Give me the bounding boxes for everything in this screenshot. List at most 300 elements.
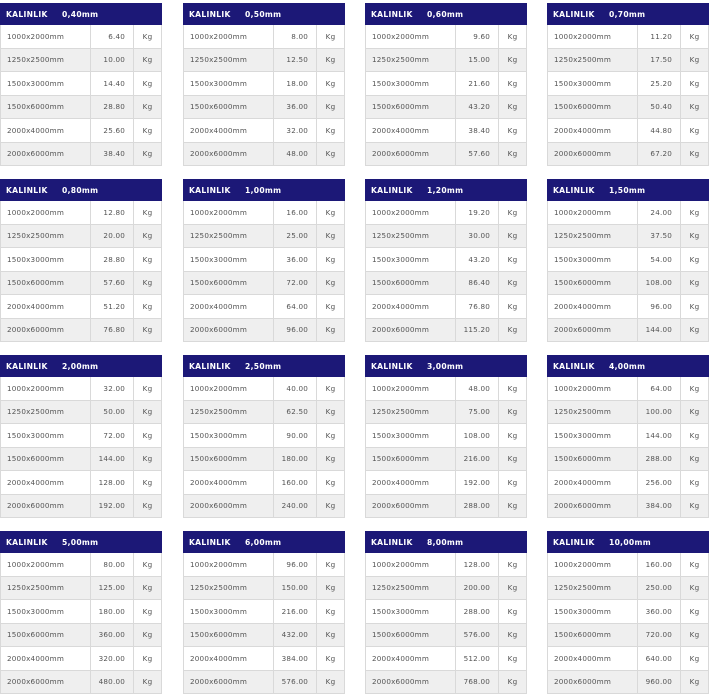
- unit-cell: Kg: [507, 477, 518, 487]
- weight-cell: 720.00: [638, 624, 681, 647]
- header-label: KALINLIK: [553, 185, 595, 195]
- unit-cell: Kg: [325, 501, 336, 511]
- unit-cell: Kg: [325, 430, 336, 440]
- unit-cell: Kg: [689, 301, 700, 311]
- size-cell: 1000x2000mm: [366, 201, 456, 224]
- weight-cell: 100.00: [638, 401, 681, 424]
- table-row: [0, 553, 162, 577]
- size-cell: 1250x2500mm: [184, 225, 274, 248]
- weight-cell: 16.00: [274, 201, 317, 224]
- weight-cell: 384.00: [638, 495, 681, 518]
- table-rows: [183, 201, 345, 342]
- thickness-value: 2,50mm: [245, 361, 282, 371]
- header-label: KALINLIK: [371, 9, 413, 19]
- table-row: [183, 424, 345, 448]
- size-cell: 1500x3000mm: [366, 424, 456, 447]
- table-row: [547, 96, 709, 120]
- weight-table: [0, 355, 162, 518]
- table-row: [183, 49, 345, 73]
- unit-cell: Kg: [507, 383, 518, 393]
- unit-cell: Kg: [325, 677, 336, 687]
- weight-cell: 76.80: [456, 295, 499, 318]
- size-cell: 1500x6000mm: [1, 96, 91, 119]
- table-row: [183, 295, 345, 319]
- size-cell: 1500x6000mm: [548, 272, 638, 295]
- weight-cell: 512.00: [456, 647, 499, 670]
- table-row: [547, 600, 709, 624]
- weight-table: [0, 179, 162, 342]
- unit-cell: Kg: [325, 231, 336, 241]
- thickness-value: 0,60mm: [427, 9, 464, 19]
- header-label: KALINLIK: [6, 361, 48, 371]
- table-row: [0, 377, 162, 401]
- weight-cell: 76.80: [91, 319, 134, 342]
- thickness-value: 4,00mm: [609, 361, 646, 371]
- weight-cell: 160.00: [274, 471, 317, 494]
- unit-cell: Kg: [507, 630, 518, 640]
- size-cell: 1000x2000mm: [184, 25, 274, 48]
- table-row: [547, 671, 709, 695]
- size-cell: 2000x6000mm: [184, 319, 274, 342]
- table-rows: [547, 553, 709, 694]
- size-cell: 1500x3000mm: [548, 600, 638, 623]
- table-row: [0, 119, 162, 143]
- weight-cell: 25.60: [91, 119, 134, 142]
- table-rows: [547, 201, 709, 342]
- size-cell: 2000x4000mm: [548, 471, 638, 494]
- size-cell: 2000x4000mm: [366, 119, 456, 142]
- table-header: [183, 531, 345, 553]
- weight-cell: 80.00: [91, 553, 134, 576]
- weight-cell: 360.00: [91, 624, 134, 647]
- thickness-value: 10,00mm: [609, 537, 651, 547]
- weight-cell: 115.20: [456, 319, 499, 342]
- weight-cell: 57.60: [456, 143, 499, 166]
- unit-cell: Kg: [507, 231, 518, 241]
- table-header: [0, 355, 162, 377]
- table-row: [365, 424, 527, 448]
- weight-cell: 12.50: [274, 49, 317, 72]
- size-cell: 2000x4000mm: [1, 471, 91, 494]
- header-label: KALINLIK: [371, 537, 413, 547]
- weight-cell: 21.60: [456, 72, 499, 95]
- table-row: [0, 225, 162, 249]
- weight-cell: 19.20: [456, 201, 499, 224]
- table-row: [0, 647, 162, 671]
- size-cell: 2000x4000mm: [1, 647, 91, 670]
- unit-cell: Kg: [507, 78, 518, 88]
- size-cell: 1250x2500mm: [366, 225, 456, 248]
- unit-cell: Kg: [507, 430, 518, 440]
- size-cell: 1500x6000mm: [184, 272, 274, 295]
- table-row: [0, 448, 162, 472]
- size-cell: 2000x6000mm: [366, 143, 456, 166]
- table-row: [365, 72, 527, 96]
- unit-cell: Kg: [689, 454, 700, 464]
- table-row: [365, 143, 527, 167]
- unit-cell: Kg: [689, 78, 700, 88]
- unit-cell: Kg: [325, 407, 336, 417]
- weight-cell: 32.00: [91, 377, 134, 400]
- size-cell: 1500x3000mm: [184, 424, 274, 447]
- size-cell: 1500x3000mm: [184, 248, 274, 271]
- unit-cell: Kg: [689, 430, 700, 440]
- header-label: KALINLIK: [553, 537, 595, 547]
- table-row: [0, 248, 162, 272]
- size-cell: 1500x6000mm: [1, 272, 91, 295]
- size-cell: 1000x2000mm: [366, 553, 456, 576]
- weight-cell: 30.00: [456, 225, 499, 248]
- size-cell: 1000x2000mm: [1, 377, 91, 400]
- weight-table: [183, 355, 345, 518]
- unit-cell: Kg: [142, 677, 153, 687]
- table-row: [183, 225, 345, 249]
- weight-cell: 36.00: [274, 96, 317, 119]
- unit-cell: Kg: [325, 383, 336, 393]
- weight-cell: 43.20: [456, 96, 499, 119]
- unit-cell: Kg: [689, 583, 700, 593]
- weight-cell: 18.00: [274, 72, 317, 95]
- weight-cell: 576.00: [274, 671, 317, 694]
- weight-cell: 25.00: [274, 225, 317, 248]
- weight-cell: 160.00: [638, 553, 681, 576]
- weight-cell: 144.00: [638, 424, 681, 447]
- header-label: KALINLIK: [189, 537, 231, 547]
- size-cell: 1500x6000mm: [548, 624, 638, 647]
- size-cell: 1250x2500mm: [548, 225, 638, 248]
- table-row: [0, 600, 162, 624]
- size-cell: 1250x2500mm: [548, 49, 638, 72]
- table-row: [365, 647, 527, 671]
- unit-cell: Kg: [142, 501, 153, 511]
- weight-cell: 288.00: [638, 448, 681, 471]
- unit-cell: Kg: [142, 630, 153, 640]
- size-cell: 2000x6000mm: [366, 671, 456, 694]
- unit-cell: Kg: [325, 606, 336, 616]
- size-cell: 2000x6000mm: [1, 495, 91, 518]
- weight-cell: 480.00: [91, 671, 134, 694]
- unit-cell: Kg: [325, 559, 336, 569]
- thickness-value: 1,20mm: [427, 185, 464, 195]
- weight-cell: 288.00: [456, 495, 499, 518]
- table-row: [547, 201, 709, 225]
- weight-cell: 28.80: [91, 248, 134, 271]
- size-cell: 1250x2500mm: [184, 577, 274, 600]
- size-cell: 1500x6000mm: [184, 96, 274, 119]
- unit-cell: Kg: [142, 78, 153, 88]
- weight-cell: 180.00: [91, 600, 134, 623]
- weight-cell: 48.00: [456, 377, 499, 400]
- weight-table: [365, 3, 527, 166]
- unit-cell: Kg: [507, 653, 518, 663]
- size-cell: 1250x2500mm: [184, 401, 274, 424]
- size-cell: 1000x2000mm: [548, 25, 638, 48]
- weight-table: [0, 531, 162, 694]
- table-header: [183, 355, 345, 377]
- table-row: [547, 401, 709, 425]
- table-row: [365, 25, 527, 49]
- size-cell: 2000x6000mm: [548, 671, 638, 694]
- table-row: [365, 448, 527, 472]
- unit-cell: Kg: [689, 477, 700, 487]
- weight-cell: 50.00: [91, 401, 134, 424]
- size-cell: 2000x4000mm: [184, 119, 274, 142]
- table-row: [0, 25, 162, 49]
- weight-cell: 90.00: [274, 424, 317, 447]
- size-cell: 1500x6000mm: [548, 96, 638, 119]
- size-cell: 1500x6000mm: [366, 624, 456, 647]
- table-row: [547, 448, 709, 472]
- weight-cell: 180.00: [274, 448, 317, 471]
- size-cell: 1000x2000mm: [184, 201, 274, 224]
- header-label: KALINLIK: [371, 361, 413, 371]
- weight-cell: 240.00: [274, 495, 317, 518]
- table-rows: [547, 377, 709, 518]
- unit-cell: Kg: [325, 125, 336, 135]
- table-row: [183, 671, 345, 695]
- size-cell: 2000x4000mm: [366, 471, 456, 494]
- table-row: [365, 577, 527, 601]
- weight-cell: 250.00: [638, 577, 681, 600]
- unit-cell: Kg: [142, 254, 153, 264]
- size-cell: 1500x3000mm: [184, 72, 274, 95]
- table-row: [0, 495, 162, 519]
- size-cell: 1500x3000mm: [1, 600, 91, 623]
- weight-cell: 67.20: [638, 143, 681, 166]
- table-header: [183, 3, 345, 25]
- table-row: [0, 272, 162, 296]
- weight-cell: 24.00: [638, 201, 681, 224]
- weight-cell: 72.00: [274, 272, 317, 295]
- size-cell: 2000x4000mm: [366, 647, 456, 670]
- weight-cell: 768.00: [456, 671, 499, 694]
- weight-cell: 96.00: [274, 553, 317, 576]
- thickness-value: 0,80mm: [62, 185, 99, 195]
- table-row: [0, 201, 162, 225]
- thickness-value: 3,00mm: [427, 361, 464, 371]
- unit-cell: Kg: [507, 454, 518, 464]
- unit-cell: Kg: [507, 125, 518, 135]
- size-cell: 2000x4000mm: [548, 119, 638, 142]
- table-row: [547, 647, 709, 671]
- table-row: [0, 577, 162, 601]
- table-row: [183, 647, 345, 671]
- table-header: [0, 179, 162, 201]
- table-header: [365, 531, 527, 553]
- unit-cell: Kg: [507, 325, 518, 335]
- table-row: [183, 119, 345, 143]
- size-cell: 1500x6000mm: [548, 448, 638, 471]
- size-cell: 2000x6000mm: [1, 671, 91, 694]
- weight-table: [547, 355, 709, 518]
- unit-cell: Kg: [689, 278, 700, 288]
- weight-cell: 6.40: [91, 25, 134, 48]
- table-row: [547, 248, 709, 272]
- weight-cell: 150.00: [274, 577, 317, 600]
- weight-cell: 43.20: [456, 248, 499, 271]
- thickness-value: 8,00mm: [427, 537, 464, 547]
- unit-cell: Kg: [507, 102, 518, 112]
- weight-cell: 128.00: [456, 553, 499, 576]
- header-label: KALINLIK: [553, 361, 595, 371]
- header-label: KALINLIK: [371, 185, 413, 195]
- table-row: [365, 401, 527, 425]
- weight-cell: 200.00: [456, 577, 499, 600]
- size-cell: 1500x3000mm: [1, 72, 91, 95]
- unit-cell: Kg: [142, 583, 153, 593]
- unit-cell: Kg: [142, 606, 153, 616]
- weight-cell: 32.00: [274, 119, 317, 142]
- table-header: [0, 3, 162, 25]
- unit-cell: Kg: [325, 149, 336, 159]
- weight-cell: 11.20: [638, 25, 681, 48]
- table-row: [183, 143, 345, 167]
- unit-cell: Kg: [689, 407, 700, 417]
- unit-cell: Kg: [325, 583, 336, 593]
- thickness-value: 0,50mm: [245, 9, 282, 19]
- unit-cell: Kg: [142, 125, 153, 135]
- table-row: [365, 495, 527, 519]
- size-cell: 1500x6000mm: [184, 624, 274, 647]
- size-cell: 1500x3000mm: [1, 248, 91, 271]
- weight-cell: 144.00: [91, 448, 134, 471]
- table-row: [183, 248, 345, 272]
- unit-cell: Kg: [689, 630, 700, 640]
- unit-cell: Kg: [689, 231, 700, 241]
- weight-cell: 86.40: [456, 272, 499, 295]
- size-cell: 1250x2500mm: [548, 577, 638, 600]
- table-header: [365, 3, 527, 25]
- weight-cell: 75.00: [456, 401, 499, 424]
- unit-cell: Kg: [142, 31, 153, 41]
- weight-cell: 360.00: [638, 600, 681, 623]
- table-row: [183, 401, 345, 425]
- table-row: [0, 295, 162, 319]
- unit-cell: Kg: [325, 454, 336, 464]
- size-cell: 1500x3000mm: [548, 72, 638, 95]
- table-row: [547, 49, 709, 73]
- size-cell: 1000x2000mm: [366, 377, 456, 400]
- table-row: [183, 495, 345, 519]
- weight-cell: 960.00: [638, 671, 681, 694]
- weight-table: [365, 531, 527, 694]
- weight-cell: 62.50: [274, 401, 317, 424]
- weight-cell: 256.00: [638, 471, 681, 494]
- unit-cell: Kg: [325, 325, 336, 335]
- table-row: [365, 225, 527, 249]
- unit-cell: Kg: [689, 254, 700, 264]
- unit-cell: Kg: [142, 407, 153, 417]
- weight-cell: 96.00: [638, 295, 681, 318]
- weight-cell: 288.00: [456, 600, 499, 623]
- unit-cell: Kg: [689, 31, 700, 41]
- unit-cell: Kg: [142, 149, 153, 159]
- table-header: [365, 355, 527, 377]
- header-label: KALINLIK: [553, 9, 595, 19]
- table-row: [0, 319, 162, 343]
- table-row: [547, 424, 709, 448]
- weight-cell: 72.00: [91, 424, 134, 447]
- unit-cell: Kg: [142, 301, 153, 311]
- table-row: [365, 671, 527, 695]
- table-row: [365, 295, 527, 319]
- unit-cell: Kg: [325, 207, 336, 217]
- size-cell: 1250x2500mm: [1, 401, 91, 424]
- table-header: [365, 179, 527, 201]
- unit-cell: Kg: [689, 149, 700, 159]
- size-cell: 1000x2000mm: [1, 201, 91, 224]
- size-cell: 1500x3000mm: [184, 600, 274, 623]
- size-cell: 1000x2000mm: [548, 377, 638, 400]
- size-cell: 2000x6000mm: [548, 319, 638, 342]
- size-cell: 1250x2500mm: [1, 225, 91, 248]
- table-rows: [365, 553, 527, 694]
- unit-cell: Kg: [507, 31, 518, 41]
- size-cell: 1000x2000mm: [548, 553, 638, 576]
- size-cell: 2000x4000mm: [548, 647, 638, 670]
- unit-cell: Kg: [325, 55, 336, 65]
- weight-cell: 50.40: [638, 96, 681, 119]
- table-row: [183, 201, 345, 225]
- table-row: [365, 201, 527, 225]
- unit-cell: Kg: [689, 207, 700, 217]
- table-row: [0, 143, 162, 167]
- size-cell: 1000x2000mm: [548, 201, 638, 224]
- weight-cell: 64.00: [274, 295, 317, 318]
- unit-cell: Kg: [507, 407, 518, 417]
- weight-cell: 25.20: [638, 72, 681, 95]
- table-row: [183, 600, 345, 624]
- size-cell: 2000x6000mm: [1, 143, 91, 166]
- weight-cell: 17.50: [638, 49, 681, 72]
- size-cell: 2000x6000mm: [184, 143, 274, 166]
- unit-cell: Kg: [507, 501, 518, 511]
- table-row: [547, 272, 709, 296]
- unit-cell: Kg: [689, 501, 700, 511]
- thickness-value: 1,50mm: [609, 185, 646, 195]
- weight-cell: 125.00: [91, 577, 134, 600]
- table-row: [365, 319, 527, 343]
- header-label: KALINLIK: [6, 9, 48, 19]
- weight-cell: 96.00: [274, 319, 317, 342]
- table-row: [0, 96, 162, 120]
- unit-cell: Kg: [507, 254, 518, 264]
- size-cell: 1000x2000mm: [1, 25, 91, 48]
- weight-cell: 216.00: [456, 448, 499, 471]
- weight-cell: 128.00: [91, 471, 134, 494]
- table-row: [183, 96, 345, 120]
- table-row: [183, 377, 345, 401]
- size-cell: 2000x4000mm: [1, 295, 91, 318]
- weight-cell: 57.60: [91, 272, 134, 295]
- table-row: [547, 225, 709, 249]
- weight-cell: 38.40: [91, 143, 134, 166]
- table-header: [0, 531, 162, 553]
- size-cell: 2000x6000mm: [184, 495, 274, 518]
- weight-cell: 640.00: [638, 647, 681, 670]
- table-rows: [183, 25, 345, 166]
- table-row: [183, 272, 345, 296]
- unit-cell: Kg: [325, 477, 336, 487]
- size-cell: 1500x3000mm: [366, 248, 456, 271]
- unit-cell: Kg: [142, 477, 153, 487]
- weight-cell: 432.00: [274, 624, 317, 647]
- size-cell: 1500x6000mm: [366, 272, 456, 295]
- table-row: [183, 448, 345, 472]
- size-cell: 1500x6000mm: [184, 448, 274, 471]
- table-rows: [0, 201, 162, 342]
- weight-cell: 44.80: [638, 119, 681, 142]
